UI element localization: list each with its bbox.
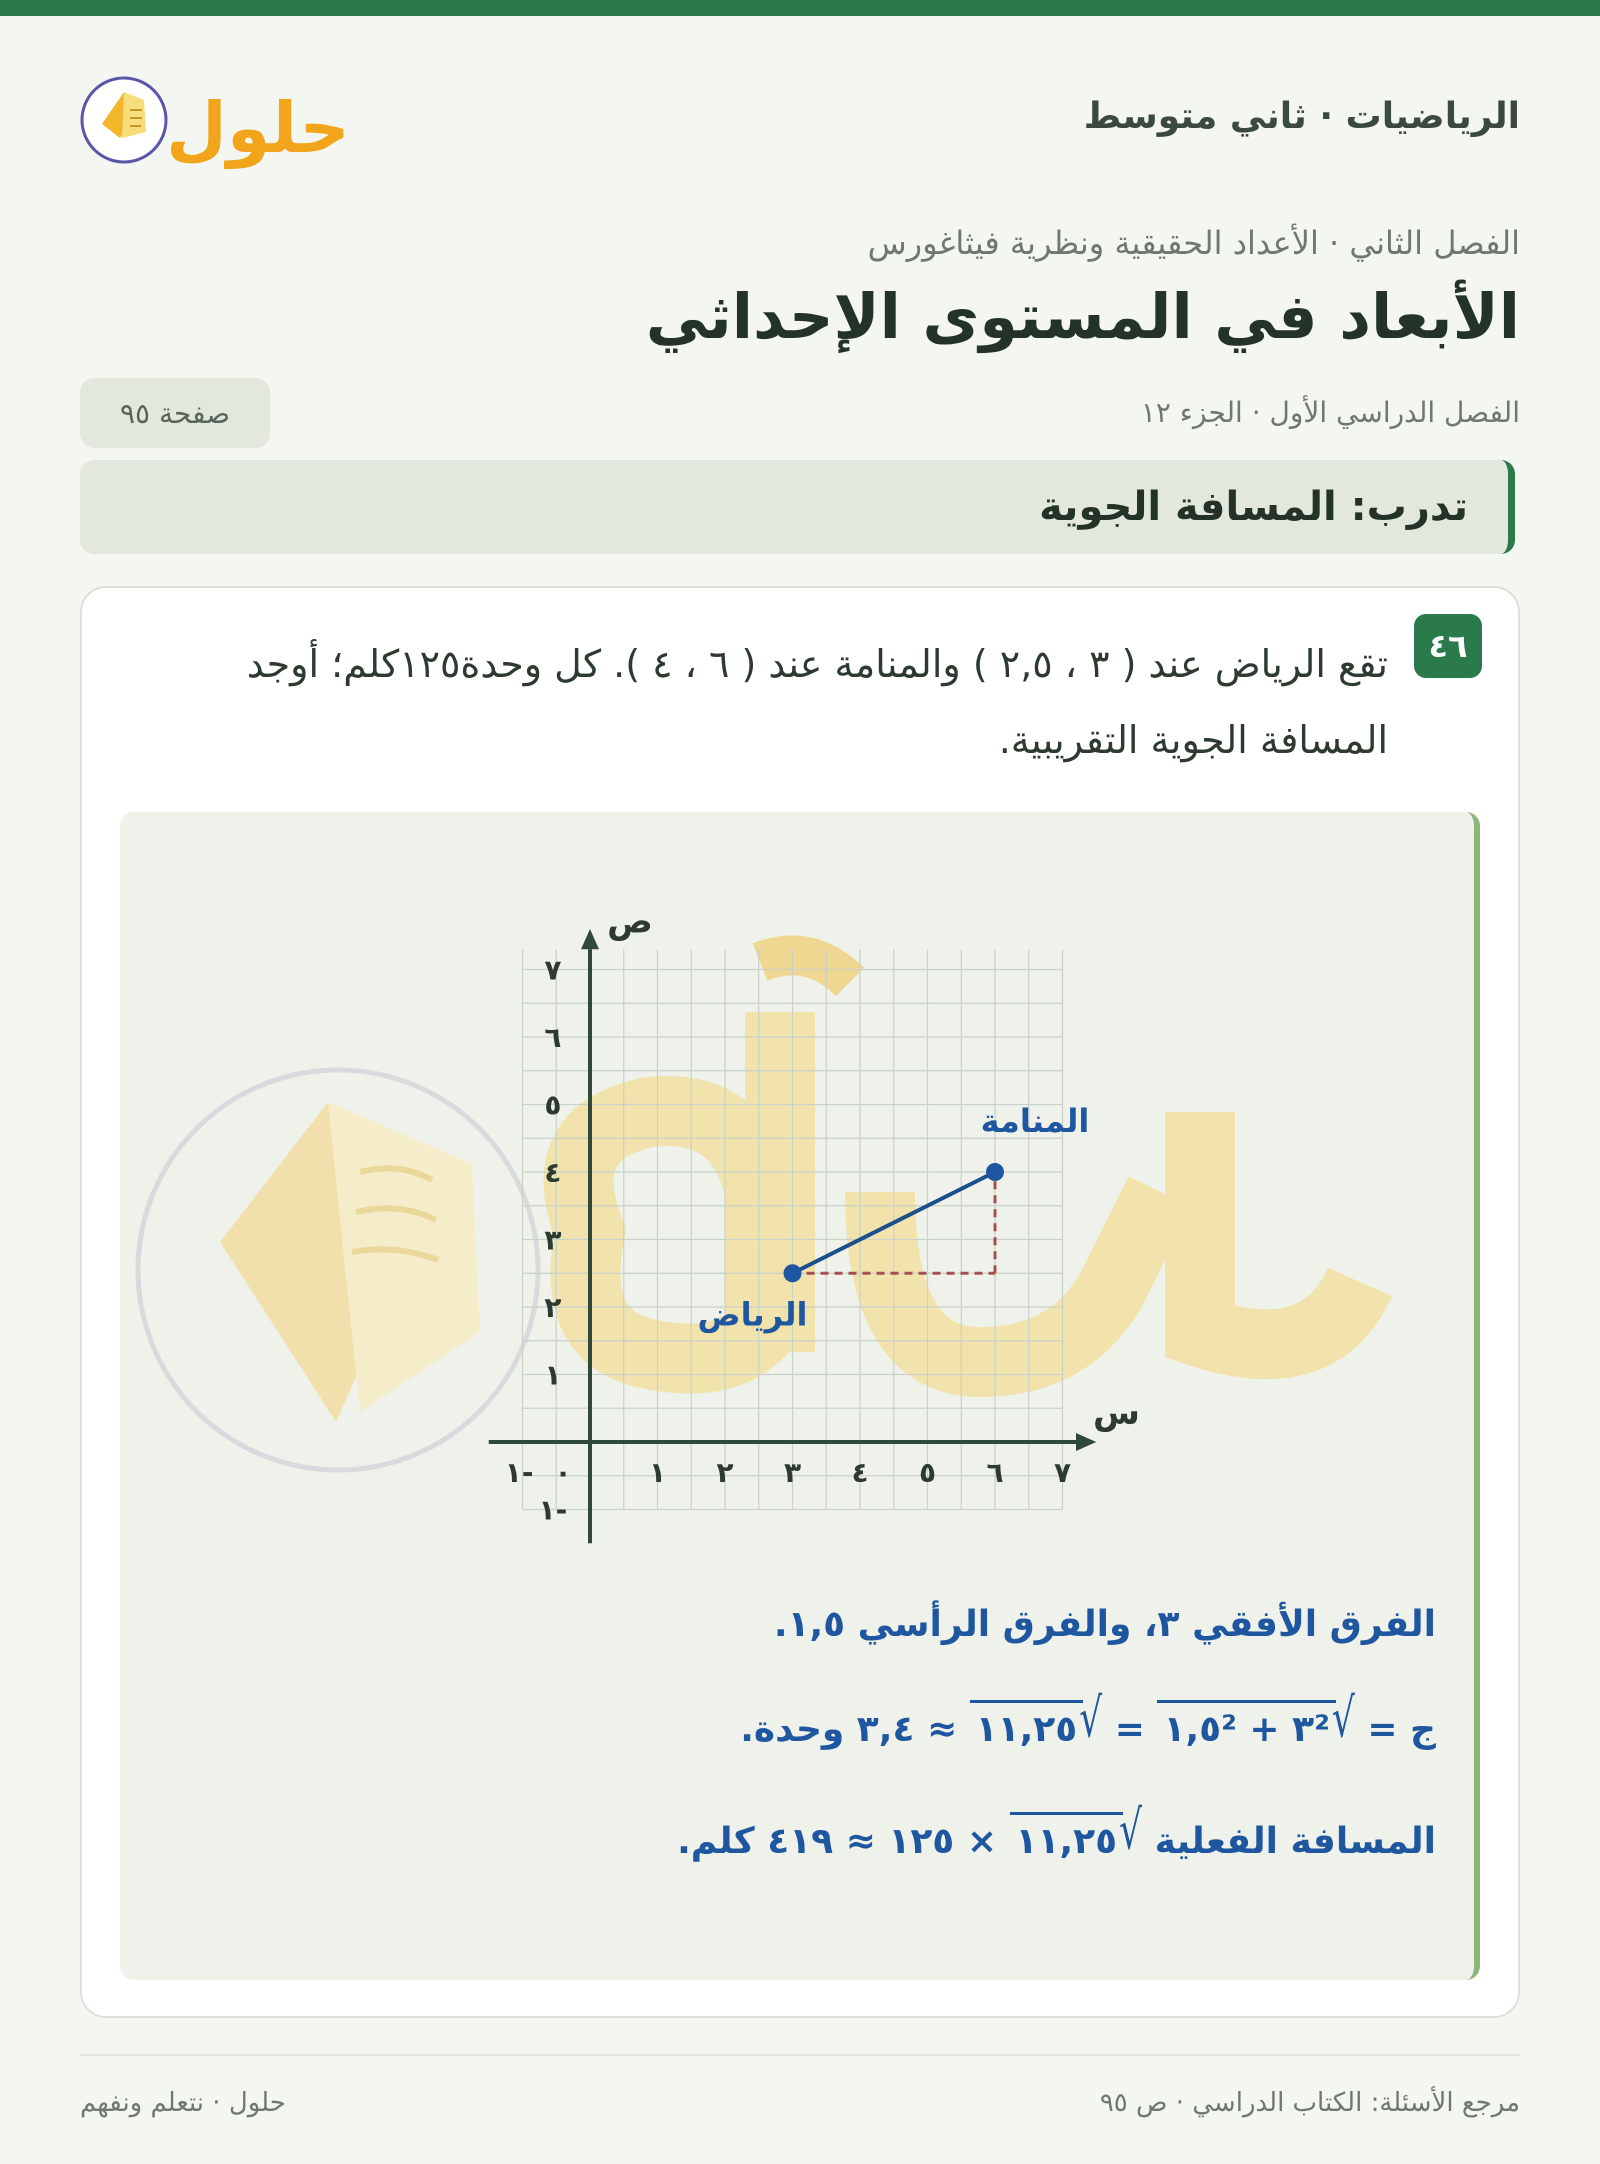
section-title: تدرب: المسافة الجوية — [1039, 484, 1468, 530]
radicand-squares: ٣² + ١,٥² — [1157, 1700, 1335, 1750]
coordinate-graph — [120, 812, 1474, 1592]
y-axis-label: ص — [607, 901, 653, 942]
actual-distance-label: المسافة الفعلية — [1154, 1821, 1436, 1862]
x-axis-label: س — [1093, 1393, 1140, 1433]
svg-text:حلول: حلول — [166, 87, 350, 169]
y-tick-label: ٢ — [544, 1291, 562, 1324]
solution-line-differences: الفرق الأفقي ٣، والفرق الرأسي ١,٥. — [773, 1604, 1436, 1645]
radical-sign: √ — [1079, 1688, 1103, 1750]
x-tick-label: -١ — [504, 1456, 534, 1489]
section-header — [80, 460, 1515, 554]
solution-line-actual-distance — [677, 1800, 1436, 1862]
grid-lines — [523, 949, 1063, 1509]
radical-sign: √ — [1119, 1800, 1143, 1862]
x-tick-label: ١ — [648, 1456, 667, 1489]
page-title: الأبعاد في المستوى الإحداثي — [645, 280, 1520, 353]
term-info: الفصل الدراسي الأول · الجزء ١٢ — [1140, 396, 1520, 429]
formula-equals: = — [1114, 1709, 1145, 1750]
radical-sign: √ — [1331, 1688, 1355, 1750]
x-tick-label: ٣ — [783, 1456, 802, 1489]
manama-point — [986, 1163, 1004, 1181]
x-tick-label: ٧ — [1053, 1456, 1072, 1489]
footer-brand: حلول · نتعلم ونفهم — [80, 2088, 286, 2118]
x-axis-arrow — [1076, 1433, 1096, 1451]
x-tick-label: ٦ — [986, 1456, 1004, 1489]
y-tick-label: ٤ — [544, 1156, 562, 1189]
manama-label: المنامة — [980, 1102, 1090, 1140]
chapter-subtitle: الفصل الثاني · الأعداد الحقيقية ونظرية فيثاغورس — [867, 224, 1520, 262]
y-tick-label: ٥ — [544, 1088, 562, 1122]
y-tick-label: -١ — [538, 1493, 568, 1527]
question-card — [80, 586, 1520, 2018]
footer-divider — [80, 2054, 1520, 2056]
y-tick-label: ١ — [544, 1358, 562, 1392]
riyadh-point — [784, 1264, 802, 1282]
radicand-sum: ١١,٢٥ — [970, 1700, 1084, 1750]
question-number-badge: ٤٦ — [1414, 614, 1482, 678]
formula-lhs: ج = — [1367, 1709, 1436, 1750]
subject-heading: الرياضيات · ثاني متوسط — [1083, 96, 1520, 137]
x-tick-label: ٠ — [554, 1456, 572, 1489]
actual-distance-result: × ١٢٥ ≈ ٤١٩ كلم. — [677, 1821, 997, 1862]
page-number-badge: صفحة ٩٥ — [80, 378, 270, 448]
solution-panel — [120, 812, 1480, 1980]
riyadh-label: الرياض — [697, 1295, 808, 1334]
x-tick-label: ٢ — [716, 1456, 734, 1489]
y-tick-label: ٧ — [544, 953, 562, 987]
y-axis-arrow — [581, 929, 599, 949]
x-tick-label: ٥ — [918, 1456, 937, 1489]
top-accent-bar — [0, 0, 1600, 16]
x-tick-label: ٤ — [851, 1456, 869, 1489]
y-tick-label: ٣ — [544, 1223, 562, 1257]
radicand-actual: ١١,٢٥ — [1010, 1812, 1124, 1862]
question-text: تقع الرياض عند ( ٣ ، ٢,٥ ) والمنامة عند ( ٦ ، ٤ ). كل وحدة١٢٥كلم؛ أوجد المسافة الجوية التقريبية. — [246, 642, 1388, 762]
y-tick-label: ٦ — [544, 1021, 562, 1054]
hulul-logo — [78, 66, 358, 176]
solution-line-pythagoras — [740, 1688, 1436, 1750]
footer-reference: مرجع الأسئلة: الكتاب الدراسي · ص ٩٥ — [1099, 2088, 1520, 2118]
formula-result: ≈ ٣,٤ وحدة. — [740, 1709, 958, 1750]
